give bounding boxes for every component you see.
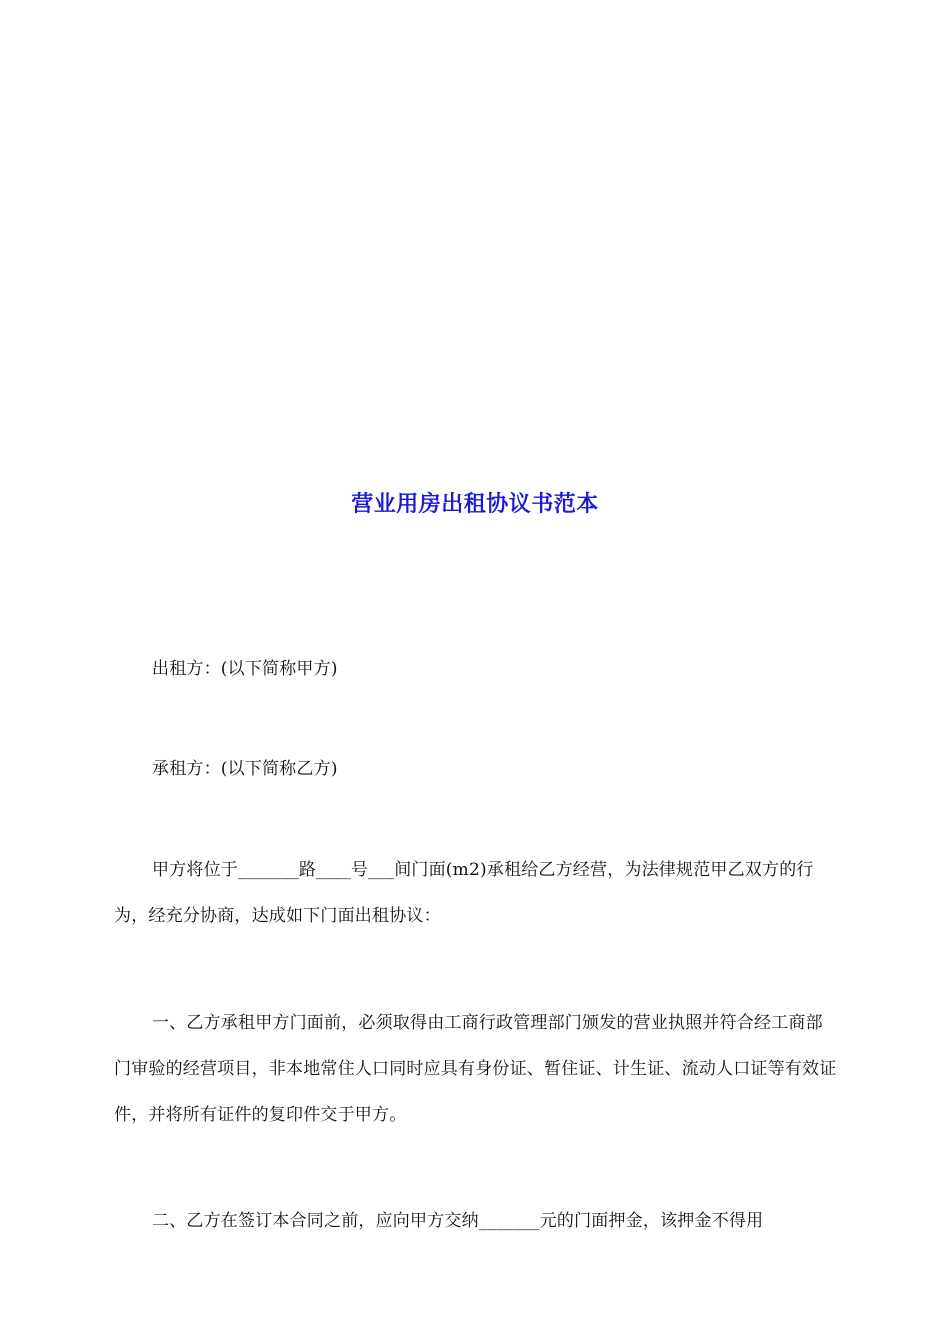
intro-paragraph: 甲方将位于_______路____号___间门面(m2)承租给乙方经营，为法律规范甲乙双方的行为，经充分协商，达成如下门面出租协议： [114,860,814,926]
lessee-line: 承租方：(以下简称乙方) [152,759,338,779]
clause-1-paragraph: 一、乙方承租甲方门面前，必须取得由工商行政管理部门颁发的营业执照并符合经工商部门审验的经营项目，非本地常住人口同时应具有身份证、暂住证、计生证、流动人口证等有效证件，并将所有证件的复印件交于甲方。 [114,1013,837,1125]
lessor-line: 出租方：(以下简称甲方) [152,659,338,679]
document-title: 营业用房出租协议书范本 [351,491,599,517]
clause-2-paragraph: 二、乙方在签订本合同之前，应向甲方交纳_______元的门面押金，该押金不得用 [152,1211,764,1231]
